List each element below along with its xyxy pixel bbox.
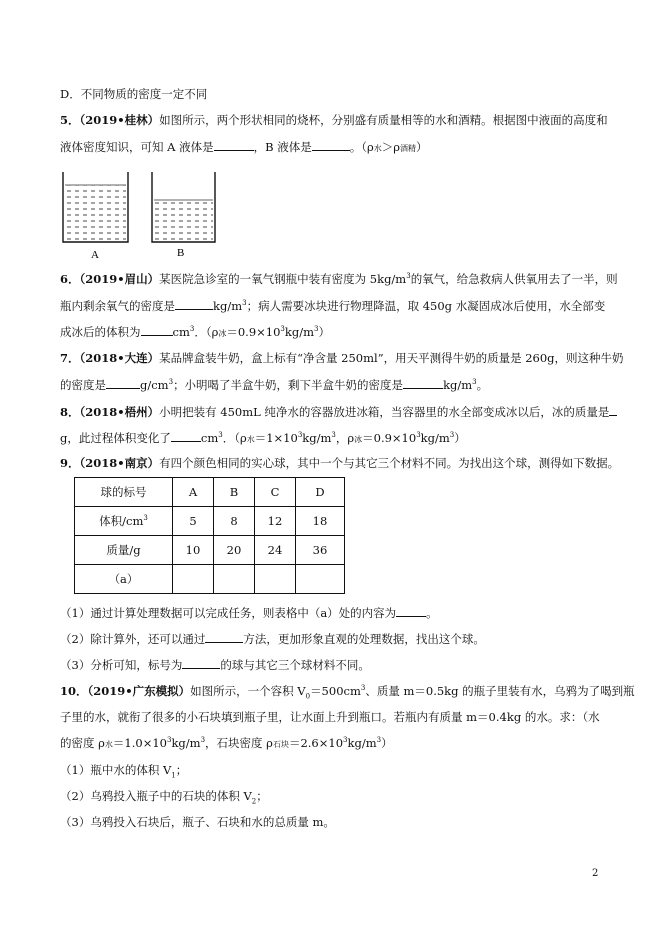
q9-text: （2）除计算外，还可以通过 xyxy=(60,632,206,646)
q9-line-1 xyxy=(60,455,619,471)
q6-text: 成冰后的体积为 xyxy=(60,325,141,339)
q9-number: 9． xyxy=(60,456,80,470)
q8-line-2 xyxy=(60,429,466,448)
q6-text: ） xyxy=(318,325,330,339)
q10-text: ） xyxy=(381,736,393,750)
subscript: 1 xyxy=(171,771,176,780)
table-cell: 24 xyxy=(255,536,296,565)
q10-text: ＝2.6×10 xyxy=(288,736,344,750)
q9-text: 的球与其它三个球材料不同。 xyxy=(220,658,370,672)
subscript: 2 xyxy=(251,797,257,806)
rho-subscript: 冰 xyxy=(354,435,363,444)
q8-text: 小明把装有 450mL 纯净水的容器放进冰箱，当容器里的水全部变成冰以后，冰的质量是 xyxy=(159,405,610,419)
table-cell: 36 xyxy=(296,536,345,565)
superscript: 3 xyxy=(406,272,411,281)
superscript: 3 xyxy=(313,325,319,334)
q7-text: kg/m xyxy=(443,378,473,392)
q7-line-2 xyxy=(60,376,488,393)
q10-text: ＝500cm xyxy=(310,684,361,698)
superscript: 3 xyxy=(472,378,477,387)
q6-text: ．（ρ xyxy=(194,325,219,339)
answer-blank[interactable] xyxy=(106,376,140,389)
q5-text: 液体密度知识，可知 A 液体是 xyxy=(60,140,214,154)
q10-line-1 xyxy=(60,683,635,699)
table-cell: 8 xyxy=(214,507,255,536)
superscript: 3 xyxy=(200,736,206,745)
table-cell: A xyxy=(173,478,214,507)
answer-blank[interactable] xyxy=(396,604,426,617)
table-row xyxy=(75,478,345,507)
q9-text: 有四个颜色相同的实心球，其中一个与其它三个材料不同。为找出这个球，测得如下数据。 xyxy=(159,456,620,470)
table-cell: 20 xyxy=(214,536,255,565)
table-cell: 18 xyxy=(296,507,345,536)
table-row xyxy=(75,536,345,565)
q10-text: 子里的水，就衔了很多的小石块填到瓶子里，让水面上升到瓶口。若瓶内有质量 m＝0.4kg 的水。求：（水 xyxy=(60,710,600,724)
q8-text: ．（ρ xyxy=(222,431,247,445)
q10-sub-2 xyxy=(60,788,268,804)
q8-text: g，此过程体积变化了 xyxy=(60,431,171,445)
q8-line-1 xyxy=(60,403,617,420)
q5-line-2 xyxy=(60,138,428,157)
q5-text: ，B 液体是 xyxy=(253,140,312,154)
q9-sub-3 xyxy=(60,656,370,673)
q5-text: ） xyxy=(416,140,428,154)
q6-text: kg/m xyxy=(284,325,314,339)
q7-text: 某品牌盒装牛奶，盒上标有“净含量 250ml”，用天平测得牛奶的质量是 260g，则这种牛奶 xyxy=(159,351,624,365)
answer-blank[interactable] xyxy=(403,376,443,389)
q7-text: 。 xyxy=(476,378,489,392)
superscript: 3 xyxy=(280,325,285,334)
answer-blank[interactable] xyxy=(205,630,243,643)
q7-text: g/cm xyxy=(140,378,169,392)
q8-text: ，ρ xyxy=(335,431,355,445)
q9-text: （1）通过计算处理数据可以完成任务，则表格中（a）处的内容为 xyxy=(60,606,397,620)
data-table xyxy=(74,477,345,594)
q10-text: 如图所示，一个容积 V xyxy=(190,684,306,698)
q7-source: （2018•大连） xyxy=(79,351,160,365)
answer-blank[interactable] xyxy=(214,138,254,151)
table-cell: 质量/g xyxy=(75,536,173,565)
table-cell-empty[interactable] xyxy=(173,565,214,594)
rho-subscript: 水 xyxy=(246,435,255,444)
q6-line-1 xyxy=(60,271,618,287)
table-cell-empty[interactable] xyxy=(214,565,255,594)
rho-subscript: 酒精 xyxy=(400,144,417,153)
q10-text: kg/m xyxy=(171,736,201,750)
q8-text: ） xyxy=(454,431,466,445)
q10-sub-1 xyxy=(60,762,187,778)
superscript: 3 xyxy=(143,514,148,523)
q6-text: 瓶内剩余氧气的密度是 xyxy=(60,299,175,313)
beakers-figure xyxy=(58,170,228,260)
q10-sub-3 xyxy=(60,814,335,830)
superscript: 3 xyxy=(416,431,421,440)
answer-blank[interactable] xyxy=(171,429,201,442)
table-cell: 12 xyxy=(255,507,296,536)
table-cell xyxy=(75,507,173,536)
q6-line-2 xyxy=(60,297,605,314)
q5-line-1 xyxy=(60,112,608,128)
q6-text: 某医院急诊室的一氧气钢瓶中装有密度为 5kg/m xyxy=(159,272,407,286)
beaker-a-label: A xyxy=(91,249,99,260)
q9-sub-2 xyxy=(60,630,485,647)
rho-subscript: 冰 xyxy=(218,329,227,338)
q5-source: （2019•桂林） xyxy=(79,113,160,127)
q9-text: 。 xyxy=(426,606,438,620)
q8-text: kg/m xyxy=(302,431,332,445)
q10-text: （3）乌鸦投入石块后，瓶子、石块和水的总质量 m。 xyxy=(60,815,335,829)
q8-text: ＝0.9×10 xyxy=(362,431,417,445)
superscript: 3 xyxy=(297,431,303,440)
beaker-a xyxy=(63,172,128,242)
answer-blank[interactable] xyxy=(175,297,213,310)
table-row xyxy=(75,565,345,594)
superscript: 3 xyxy=(376,736,382,745)
table-cell: 5 xyxy=(173,507,214,536)
subscript: 0 xyxy=(305,692,311,701)
q9-text: 方法，更加形象直观的处理数据，找出这个球。 xyxy=(243,632,485,646)
q9-source: （2018•南京） xyxy=(79,456,160,470)
q10-source: （2019•广东模拟） xyxy=(87,684,191,698)
q7-text: 的密度是 xyxy=(60,378,106,392)
table-cell: B xyxy=(214,478,255,507)
q10-line-3 xyxy=(60,735,393,753)
table-cell-empty[interactable] xyxy=(255,565,296,594)
q6-text: cm xyxy=(172,325,190,339)
answer-blank[interactable] xyxy=(141,323,173,336)
page-number: 2 xyxy=(592,868,599,879)
q8-number: 8． xyxy=(60,405,80,419)
q5-number: 5． xyxy=(60,113,80,127)
q6-source: （2019•眉山） xyxy=(79,272,160,286)
table-cell: D xyxy=(296,478,345,507)
rho-subscript: 水 xyxy=(373,144,382,153)
q7-number: 7． xyxy=(60,351,80,365)
q9-sub-1 xyxy=(60,604,438,621)
q10-text: 的密度 ρ xyxy=(60,736,105,750)
q5-text: ＞ρ xyxy=(381,140,401,154)
q10-text: ＝1.0×10 xyxy=(112,736,167,750)
rho-subscript: 水 xyxy=(104,740,113,749)
superscript: 3 xyxy=(168,378,174,387)
answer-blank[interactable] xyxy=(609,403,617,416)
superscript: 3 xyxy=(343,736,348,745)
q6-text: 的氧气，给急救病人供氧用去了一半，则 xyxy=(410,272,618,286)
q7-line-1 xyxy=(60,350,624,366)
q9-text: （3）分析可知，标号为 xyxy=(60,658,183,672)
superscript: 3 xyxy=(242,299,247,308)
rho-subscript: 石块 xyxy=(272,740,289,749)
table-cell-empty[interactable] xyxy=(296,565,345,594)
table-row xyxy=(75,507,345,536)
superscript: 3 xyxy=(449,431,455,440)
q10-number: 10． xyxy=(60,684,88,698)
q10-text: （1）瓶中水的体积 V xyxy=(60,763,172,777)
q8-source: （2018•梧州） xyxy=(79,405,160,419)
q6-text: ；病人需要冰块进行物理降温，取 450g 水凝固成冰后使用，水全部变 xyxy=(246,299,606,313)
q5-text: 如图所示，两个形状相同的烧杯，分别盛有质量相等的水和酒精。根据图中液面的高度和 xyxy=(159,113,608,127)
q10-text: ； xyxy=(175,763,188,777)
superscript: 3 xyxy=(189,325,195,334)
q5-text: 。（ρ xyxy=(349,140,374,154)
q10-text: （2）乌鸦投入瓶子中的石块的体积 V xyxy=(60,789,252,803)
q6-text: kg/m xyxy=(213,299,243,313)
table-cell: 10 xyxy=(173,536,214,565)
superscript: 3 xyxy=(166,736,172,745)
q6-line-3 xyxy=(60,323,330,342)
q10-text: ，石块密度 ρ xyxy=(205,736,273,750)
q10-line-2 xyxy=(60,709,600,725)
q8-text: kg/m xyxy=(420,431,450,445)
table-cell: （a） xyxy=(75,565,173,594)
q6-number: 6． xyxy=(60,272,80,286)
table-cell: 球的标号 xyxy=(75,478,173,507)
q6-text: ＝0.9×10 xyxy=(226,325,281,339)
q4-option-d: D．不同物质的密度一定不同 xyxy=(60,87,208,101)
superscript: 3 xyxy=(331,431,336,440)
q7-text: ；小明喝了半盒牛奶，剩下半盒牛奶的密度是 xyxy=(173,378,404,392)
superscript: 3 xyxy=(218,431,223,440)
superscript: 3 xyxy=(360,684,366,693)
table-cell: C xyxy=(255,478,296,507)
volume-label: 体积/cm xyxy=(99,514,144,528)
answer-blank[interactable] xyxy=(312,138,350,151)
q10-text: ； xyxy=(256,789,268,803)
beaker-b-label: B xyxy=(177,247,185,259)
beaker-b xyxy=(152,172,215,242)
q8-text: cm xyxy=(200,431,219,445)
answer-blank[interactable] xyxy=(182,656,220,669)
q10-text: 、质量 m＝0.5kg 的瓶子里装有水，乌鸦为了喝到瓶 xyxy=(365,684,635,698)
q10-text: kg/m xyxy=(347,736,377,750)
q8-text: ＝1×10 xyxy=(254,431,298,445)
